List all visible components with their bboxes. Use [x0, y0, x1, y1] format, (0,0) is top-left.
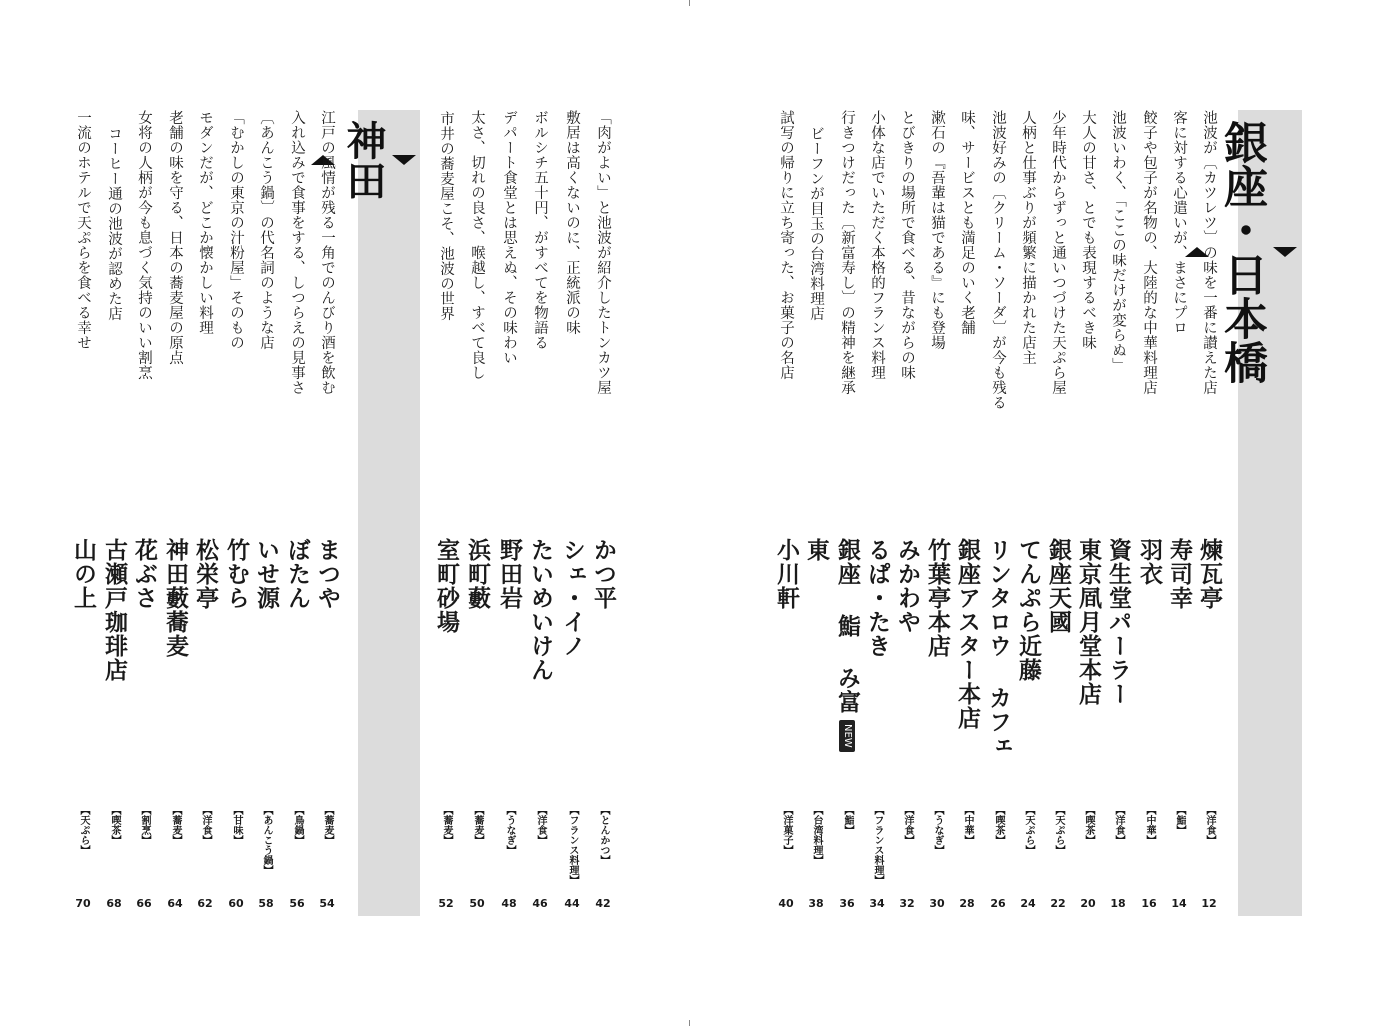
entry-category: 【 割烹 】 [128, 805, 160, 845]
entry-description-text: 一流のホテルで天ぷらを食べる幸せ [75, 110, 91, 350]
entry-category: 【 鮨 】 [1163, 805, 1195, 835]
entry-description-text: 少年時代からずっと通いつづけた天ぷら屋 [1050, 110, 1066, 395]
entry-description [831, 110, 863, 395]
entry-description-text: 餃子や包子が名物の、大陸的な中華料理店 [1141, 110, 1157, 395]
entry-name [831, 538, 863, 752]
entry-description-text: 客に対する心遣いが、まさにプロ [1171, 110, 1187, 335]
entry-name-text: かつ平 [590, 538, 617, 610]
section-title-text: 神田 [340, 120, 387, 200]
toc-entry[interactable] [921, 110, 953, 920]
entry-category: 【 蕎麦 】 [461, 805, 493, 845]
toc-entry[interactable] [982, 110, 1014, 920]
entry-name-text: 銀座 鮨 み富 [834, 538, 861, 714]
entry-page-number: 38 [808, 897, 824, 910]
entry-description-text: 入れ込みで食事をする、しつらえの見事さ [289, 110, 305, 395]
entry-category: 【 洋食 】 [524, 805, 556, 845]
entry-description [556, 110, 588, 335]
entry-name [67, 538, 99, 610]
entry-name-text: 東 [803, 538, 830, 562]
entry-description [800, 110, 832, 337]
entry-description [159, 110, 191, 365]
entry-page-number: 36 [839, 897, 855, 910]
entry-page-number: 12 [1201, 897, 1217, 910]
entry-category: 【 蕎麦 】 [159, 805, 191, 845]
entry-name-text: 資生堂パーラー [1105, 538, 1132, 706]
toc-entry[interactable] [67, 110, 99, 920]
entry-name [98, 538, 130, 682]
entry-category: 【 台湾料理 】 [800, 805, 832, 865]
entry-description-text: 池波が〔カツレツ〕の味を一番に讃えた店 [1201, 110, 1217, 395]
entry-description-text: 女将の人柄が今も息づく気持のいい割烹 [136, 110, 152, 380]
entry-name-text: 古瀬戸珈琲店 [101, 538, 128, 682]
entry-page-number: 46 [532, 897, 548, 910]
entry-name-text: 竹葉亭本店 [924, 538, 951, 658]
entry-description [921, 110, 953, 350]
entry-description [1072, 110, 1104, 350]
entry-name [891, 538, 923, 634]
entry-name-text: 小川軒 [773, 538, 800, 610]
entry-category: 【 喫茶 】 [98, 805, 130, 845]
entry-description-text: 江戸の風情が残る一角でのんびり酒を飲む [319, 110, 335, 395]
entry-description [430, 110, 462, 322]
toc-entry[interactable] [430, 110, 462, 920]
entry-name-text: たいめいけん [527, 538, 554, 682]
entry-name [556, 538, 588, 658]
entry-description [67, 110, 99, 350]
entry-description [250, 110, 282, 350]
entry-category: 【 蕎麦 】 [311, 805, 343, 845]
entry-description [1163, 110, 1195, 335]
entry-name [1163, 538, 1195, 610]
entry-name [250, 538, 282, 610]
entry-description [128, 110, 160, 380]
entry-description [770, 110, 802, 380]
toc-entry[interactable] [831, 110, 863, 920]
entry-name [1133, 538, 1165, 586]
entry-page-number: 26 [990, 897, 1006, 910]
new-badge: NEW [839, 720, 855, 752]
entry-description-text: 「肉がよい」と池波が紹介したトンカツ屋 [595, 110, 611, 395]
section-title-text: 銀座・日本橋 [1216, 120, 1267, 384]
center-crop-mark-bottom [689, 1020, 690, 1026]
entry-name-text: みかわや [894, 538, 921, 634]
entry-page-number: 54 [319, 897, 335, 910]
entry-page-number: 64 [167, 897, 183, 910]
entry-name [951, 538, 983, 730]
toc-entry[interactable] [281, 110, 313, 920]
toc-entry[interactable] [524, 110, 556, 920]
entry-page-number: 40 [778, 897, 794, 910]
entry-page-number: 52 [438, 897, 454, 910]
entry-name [159, 538, 191, 658]
toc-entry[interactable] [891, 110, 923, 920]
entry-description-text: コーヒー通の池波が認めた店 [106, 126, 122, 321]
toc-entry[interactable] [1042, 110, 1074, 920]
entry-description-text: 漱石の『吾輩は猫である』にも登場 [929, 110, 945, 350]
entry-description-text: 老舗の味を守る、日本の蕎麦屋の原点 [167, 110, 183, 365]
entry-page-number: 16 [1141, 897, 1157, 910]
entry-description-text: 池波好みの〔クリーム・ソーダ〕が今も残る [990, 110, 1006, 410]
entry-name [430, 538, 462, 634]
toc-entry[interactable] [587, 110, 619, 920]
entry-page-number: 68 [106, 897, 122, 910]
entry-name [311, 538, 343, 610]
entry-name-text: 寿司幸 [1166, 538, 1193, 610]
entry-name-text: 煉瓦亭 [1196, 538, 1223, 610]
toc-entry[interactable] [951, 110, 983, 920]
entry-description [1042, 110, 1074, 395]
entry-description-text: モダンだが、どこか懐かしい料理 [197, 110, 213, 335]
entry-name [1193, 538, 1225, 610]
entry-category: 【 喫茶 】 [1072, 805, 1104, 845]
toc-entry[interactable] [1012, 110, 1044, 920]
entry-name [770, 538, 802, 610]
entry-category: 【 天ぷら 】 [67, 805, 99, 855]
entry-description [461, 110, 493, 380]
entry-description-text: 人柄と仕事ぶりが頻繁に描かれた店主 [1020, 110, 1036, 365]
entry-page-number: 70 [75, 897, 91, 910]
entry-page-number: 50 [469, 897, 485, 910]
entry-category: 【 洋菓子 】 [770, 805, 802, 855]
entry-description [587, 110, 619, 395]
entry-description-text: 小体な店でいただく本格的フランス料理 [869, 110, 885, 380]
toc-entry[interactable] [1072, 110, 1104, 920]
entry-category: 【 喫茶 】 [982, 805, 1014, 845]
entry-description [220, 110, 252, 350]
entry-category: 【 洋食 】 [189, 805, 221, 845]
entry-description [982, 110, 1014, 410]
entry-category: 【 甘味 】 [220, 805, 252, 845]
entry-page-number: 58 [258, 897, 274, 910]
entry-name-text: 松栄亭 [192, 538, 219, 610]
entry-page-number: 62 [197, 897, 213, 910]
entry-name-text: 銀座アスター本店 [954, 538, 981, 730]
entry-name [220, 538, 252, 610]
entry-name-text: 竹むら [223, 538, 250, 610]
entry-category: 【 洋食 】 [1193, 805, 1225, 845]
section-band-kanda [358, 110, 420, 916]
entry-description [891, 110, 923, 380]
title-bracket-top-icon [1273, 247, 1297, 257]
entry-page-number: 30 [929, 897, 945, 910]
toc-entry[interactable] [556, 110, 588, 920]
toc-entry[interactable] [311, 110, 343, 920]
entry-description [951, 110, 983, 335]
entry-description-text: とびきりの場所で食べる、昔ながらの味 [899, 110, 915, 380]
entry-name [1102, 538, 1134, 706]
entry-name-text: リンタロウ カフェ [985, 538, 1012, 758]
entry-name-text: 銀座天國 [1045, 538, 1072, 634]
entry-category: 【 天ぷら 】 [1042, 805, 1074, 855]
entry-name-text: シェ・イノ [559, 538, 586, 658]
entry-name-text: るぱ・たき [864, 538, 891, 658]
entry-name [800, 538, 832, 562]
entry-name-text: 羽衣 [1136, 538, 1163, 586]
entry-description [1102, 110, 1134, 373]
section-title-ginza [1216, 120, 1297, 384]
entry-category: 【 洋食 】 [1102, 805, 1134, 845]
toc-entry[interactable] [128, 110, 160, 920]
entry-name-text: 野田岩 [496, 538, 523, 610]
entry-page-number: 22 [1050, 897, 1066, 910]
toc-entry[interactable] [800, 110, 832, 920]
entry-page-number: 66 [136, 897, 152, 910]
entry-description-text: ビーフンが目玉の台湾料理店 [808, 126, 824, 321]
toc-entry[interactable] [250, 110, 282, 920]
entry-description [1012, 110, 1044, 365]
center-crop-mark-top [689, 0, 690, 6]
entry-category: 【 うなぎ 】 [493, 805, 525, 855]
entry-description-text: 敷居は高くないのに、正統派の味 [564, 110, 580, 335]
toc-entry[interactable] [98, 110, 130, 920]
entry-category: 【 蕎麦 】 [430, 805, 462, 845]
entry-name [861, 538, 893, 658]
toc-entry[interactable] [1193, 110, 1225, 920]
entry-name [587, 538, 619, 610]
toc-entry[interactable] [1163, 110, 1195, 920]
entry-description [524, 110, 556, 350]
entry-category: 【 鮨 】 [831, 805, 863, 835]
entry-page-number: 44 [564, 897, 580, 910]
entry-page-number: 42 [595, 897, 611, 910]
entry-name-text: 花ぶさ [131, 538, 158, 610]
entry-description-text: ボルシチ五十円、がすべてを物語る [532, 110, 548, 350]
entry-name [189, 538, 221, 610]
entry-description-text: 池波いわく、「ここの味だけが変らぬ」 [1110, 110, 1126, 373]
entry-description [1133, 110, 1165, 395]
toc-entry[interactable] [461, 110, 493, 920]
entry-description [1193, 110, 1225, 395]
entry-page-number: 34 [869, 897, 885, 910]
entry-name-text: 東京凮月堂本店 [1075, 538, 1102, 706]
entry-description-text: 大人の甘さ、とでも表現するべき味 [1080, 110, 1096, 350]
entry-description-text: 〔あんこう鍋〕の代名詞のような店 [258, 110, 274, 350]
entry-page-number: 20 [1080, 897, 1096, 910]
entry-name [982, 538, 1014, 758]
entry-description [98, 110, 130, 337]
entry-description [493, 110, 525, 365]
entry-name-text: 室町砂場 [433, 538, 460, 634]
entry-description-text: デパート食堂とは思えぬ、その味わい [501, 110, 517, 365]
entry-description [311, 110, 343, 395]
entry-page-number: 56 [289, 897, 305, 910]
entry-name-text: ぼたん [284, 538, 311, 610]
entry-description-text: 「むかしの東京の汁粉屋」そのもの [228, 110, 244, 350]
entry-name [1042, 538, 1074, 634]
entry-name [128, 538, 160, 610]
entry-page-number: 60 [228, 897, 244, 910]
entry-name-text: 浜町藪 [464, 538, 491, 610]
entry-name [1072, 538, 1104, 706]
entry-name [461, 538, 493, 610]
toc-entry[interactable] [1133, 110, 1165, 920]
entry-description [861, 110, 893, 380]
entry-page-number: 14 [1171, 897, 1187, 910]
title-bracket-top-icon [392, 155, 416, 165]
entry-name [493, 538, 525, 610]
entry-name-text: いせ源 [253, 538, 280, 610]
entry-category: 【 とんかつ 】 [587, 805, 619, 865]
entry-category: 【 あんこう鍋 】 [250, 805, 282, 875]
entry-category: 【 フランス料理 】 [556, 805, 588, 885]
entry-name [921, 538, 953, 658]
toc-entry[interactable] [861, 110, 893, 920]
toc-entry[interactable] [770, 110, 802, 920]
entry-category: 【 うなぎ 】 [921, 805, 953, 855]
entry-category: 【 中華 】 [1133, 805, 1165, 845]
entry-page-number: 48 [501, 897, 517, 910]
entry-category: 【 天ぷら 】 [1012, 805, 1044, 855]
entry-page-number: 28 [959, 897, 975, 910]
toc-entry[interactable] [159, 110, 191, 920]
entry-page-number: 18 [1110, 897, 1126, 910]
entry-description-text: 行きつけだった〔新富寿し〕の精神を継承 [839, 110, 855, 395]
entry-category: 【 鳥鍋 】 [281, 805, 313, 845]
entry-name [524, 538, 556, 682]
entry-name-text: 山の上 [70, 538, 97, 610]
toc-entry[interactable] [220, 110, 252, 920]
entry-name [281, 538, 313, 610]
entry-page-number: 32 [899, 897, 915, 910]
entry-category: 【 中華 】 [951, 805, 983, 845]
entry-description-text: 試写の帰りに立ち寄った、お菓子の名店 [778, 110, 794, 380]
toc-entry[interactable] [1102, 110, 1134, 920]
entry-category: 【 洋食 】 [891, 805, 923, 845]
entry-description-text: 味、サービスとも満足のいく老舗 [959, 110, 975, 335]
entry-description-text: 太さ、切れの良さ、喉越し、すべて良し [469, 110, 485, 380]
entry-name-text: まつや [314, 538, 341, 610]
entry-page-number: 24 [1020, 897, 1036, 910]
toc-entry[interactable] [189, 110, 221, 920]
section-title-kanda [340, 120, 416, 200]
entry-description-text: 市井の蕎麦屋こそ、池波の世界 [438, 111, 454, 321]
entry-description [189, 110, 221, 335]
entry-category: 【 フランス料理 】 [861, 805, 893, 885]
entry-name-text: 神田藪蕎麦 [162, 538, 189, 658]
entry-name [1012, 538, 1044, 682]
entry-description [281, 110, 313, 395]
toc-entry[interactable] [493, 110, 525, 920]
entry-name-text: てんぷら近藤 [1015, 538, 1042, 682]
